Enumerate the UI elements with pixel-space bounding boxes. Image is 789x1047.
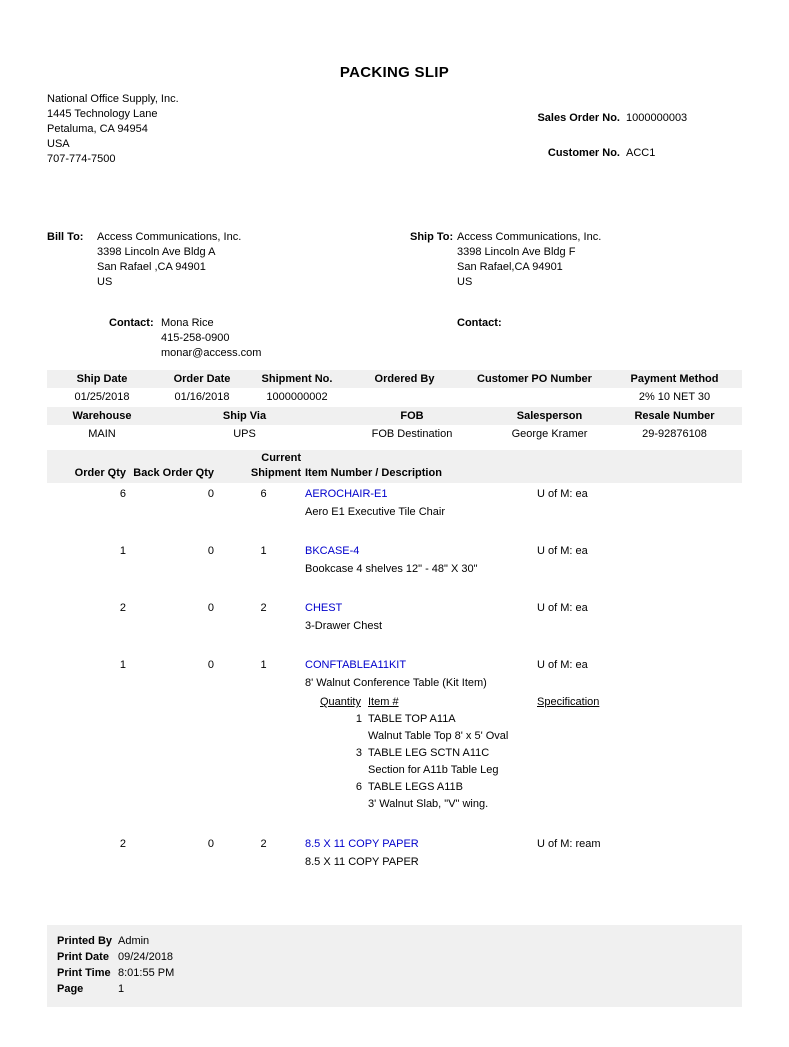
item-description: 8.5 X 11 COPY PAPER: [305, 856, 419, 868]
current-shipment-value: 1: [260, 545, 267, 557]
kit-component-item: TABLE LEGS A11B: [368, 781, 463, 793]
order-date-value: 01/16/2018: [174, 391, 230, 403]
header-order-qty: Order Qty: [74, 467, 126, 479]
customer-number: ACC1: [626, 147, 656, 159]
bill-to-country: US: [97, 276, 113, 288]
current-shipment-value: 2: [260, 602, 267, 614]
back-order-qty-value: 0: [207, 488, 214, 500]
header-customer-po: Customer PO Number: [477, 373, 592, 385]
bill-to-address-line2: San Rafael ,CA 94901: [97, 261, 206, 273]
bill-contact-details: [161, 316, 261, 361]
header-item-description: Item Number / Description: [305, 467, 442, 479]
kit-header-row: [320, 694, 742, 711]
back-order-qty-value: 0: [207, 659, 214, 671]
header-salesperson: Salesperson: [516, 410, 583, 422]
item-description: 3-Drawer Chest: [305, 620, 383, 632]
fob-value: FOB Destination: [371, 428, 453, 440]
table-row: [47, 837, 742, 870]
resale-number-value: 29-92876108: [642, 428, 707, 440]
printed-by-label: Printed By: [57, 935, 113, 947]
current-shipment-value: 1: [260, 659, 267, 671]
customer-number-label: Customer No.: [547, 147, 620, 159]
kit-component-item: TABLE TOP A11A: [368, 713, 456, 725]
unit-of-measure: U of M: ea: [537, 488, 588, 500]
kit-header-item: Item #: [368, 696, 399, 708]
table-row: [47, 544, 742, 577]
payment-method-value: 2% 10 NET 30: [638, 391, 711, 403]
header-shipment: Shipment: [250, 467, 301, 479]
item-number-link[interactable]: 8.5 X 11 COPY PAPER: [305, 838, 419, 850]
current-shipment-value: 6: [260, 488, 267, 500]
table-row: [47, 487, 742, 520]
header-warehouse: Warehouse: [72, 410, 132, 422]
page-label: Page: [57, 983, 84, 995]
company-address-line1: 1445 Technology Lane: [47, 108, 158, 120]
items-table-header: [47, 450, 742, 483]
header-shipment-no: Shipment No.: [261, 373, 333, 385]
kit-header-specification: Specification: [537, 696, 600, 708]
page-title: PACKING SLIP: [339, 64, 450, 81]
kit-components-table: [320, 694, 742, 813]
kit-component-detail: Section for A11b Table Leg: [368, 764, 499, 776]
kit-header-quantity: Quantity: [320, 696, 361, 708]
print-time-label: Print Time: [57, 967, 111, 979]
item-number-link[interactable]: CONFTABLEA11KIT: [305, 659, 407, 671]
logistics-header-row: [47, 407, 742, 425]
order-qty-value: 2: [119, 838, 126, 850]
ship-contact-label: Contact:: [457, 317, 502, 329]
sales-order-number: 1000000003: [626, 112, 688, 124]
sales-order-label: Sales Order No.: [537, 112, 620, 124]
unit-of-measure: U of M: ea: [537, 602, 588, 614]
kit-component-quantity: 3: [355, 747, 362, 759]
ship-to-block: [410, 230, 601, 331]
ship-to-address-line2: San Rafael,CA 94901: [457, 261, 563, 273]
line-items-table: [47, 450, 742, 894]
print-time-row: [57, 965, 732, 981]
item-number-link[interactable]: AEROCHAIR-E1: [305, 488, 388, 500]
company-address-line2: Petaluma, CA 94954: [47, 123, 148, 135]
salesperson-value: George Kramer: [511, 428, 588, 440]
kit-component-detail: Walnut Table Top 8' x 5' Oval: [368, 730, 509, 742]
back-order-qty-value: 0: [207, 545, 214, 557]
header-back-order-qty: Back Order Qty: [133, 467, 214, 479]
bill-to-address: [97, 230, 241, 290]
order-qty-value: 1: [119, 545, 126, 557]
ship-to-name: Access Communications, Inc.: [457, 231, 602, 243]
ship-contact-row: [457, 316, 601, 331]
ship-date-value: 01/25/2018: [74, 391, 130, 403]
item-description: 8' Walnut Conference Table (Kit Item): [305, 677, 487, 689]
kit-component-quantity: 6: [355, 781, 362, 793]
kit-component-row: [320, 779, 742, 813]
item-description: Aero E1 Executive Tile Chair: [305, 506, 446, 518]
customer-number-row: [47, 146, 742, 161]
company-name: National Office Supply, Inc.: [47, 93, 179, 105]
order-detail-tables: [47, 370, 742, 443]
ship-to-label: Ship To:: [410, 231, 454, 243]
item-description: Bookcase 4 shelves 12" - 48" X 30": [305, 563, 478, 575]
printed-by-value: Admin: [118, 935, 150, 947]
back-order-qty-value: 0: [207, 838, 214, 850]
shipment-no-value: 1000000002: [266, 391, 328, 403]
header-current: Current: [261, 452, 301, 464]
warehouse-value: MAIN: [88, 428, 116, 440]
unit-of-measure: U of M: ream: [537, 838, 601, 850]
current-shipment-value: 2: [260, 838, 267, 850]
header-ship-date: Ship Date: [76, 373, 128, 385]
logistics-values-row: [47, 425, 742, 443]
unit-of-measure: U of M: ea: [537, 545, 588, 557]
item-number-link[interactable]: CHEST: [305, 602, 343, 614]
print-info-footer: [47, 925, 742, 1007]
header-ordered-by: Ordered By: [374, 373, 435, 385]
kit-component-item: TABLE LEG SCTN A11C: [368, 747, 490, 759]
shipping-header-row: [47, 370, 742, 388]
kit-component-row: [320, 711, 742, 745]
unit-of-measure: U of M: ea: [537, 659, 588, 671]
header-payment-method: Payment Method: [630, 373, 719, 385]
print-date-row: [57, 949, 732, 965]
company-country: USA: [47, 138, 70, 150]
printed-by-row: [57, 933, 732, 949]
print-date-value: 09/24/2018: [118, 951, 174, 963]
bill-to-block: [47, 230, 261, 361]
header-order-date: Order Date: [173, 373, 231, 385]
bill-contact-name: Mona Rice: [161, 317, 214, 329]
shipping-values-row: [47, 388, 742, 406]
order-info-block: [47, 111, 742, 181]
bill-contact-row: [109, 316, 261, 361]
ship-via-value: UPS: [233, 428, 256, 440]
print-date-label: Print Date: [57, 951, 109, 963]
order-qty-value: 2: [119, 602, 126, 614]
bill-to-address-line1: 3398 Lincoln Ave Bldg A: [97, 246, 216, 258]
page-number-row: [57, 981, 732, 997]
ship-to-address: [457, 230, 601, 290]
kit-component-quantity: 1: [355, 713, 362, 725]
kit-component-detail: 3' Walnut Slab, "V" wing.: [368, 798, 489, 810]
ship-to-country: US: [457, 276, 473, 288]
ship-to-address-line1: 3398 Lincoln Ave Bldg F: [457, 246, 576, 258]
table-row: [47, 601, 742, 634]
company-phone: 707-774-7500: [47, 153, 116, 165]
print-time-value: 8:01:55 PM: [118, 967, 175, 979]
bill-to-label: Bill To:: [47, 231, 84, 243]
bill-contact-email: monar@access.com: [161, 347, 262, 359]
table-row: [47, 658, 742, 813]
bill-contact-label: Contact:: [109, 317, 154, 329]
bill-contact-phone: 415-258-0900: [161, 332, 230, 344]
header-ship-via: Ship Via: [222, 410, 267, 422]
header-fob: FOB: [400, 410, 424, 422]
items-table-body: [47, 487, 742, 870]
page-number-value: 1: [118, 983, 125, 995]
back-order-qty-value: 0: [207, 602, 214, 614]
sales-order-row: [47, 111, 742, 126]
kit-component-row: [320, 745, 742, 779]
header-resale-number: Resale Number: [634, 410, 715, 422]
item-number-link[interactable]: BKCASE-4: [305, 545, 360, 557]
bill-to-name: Access Communications, Inc.: [97, 231, 242, 243]
order-qty-value: 1: [119, 659, 126, 671]
order-qty-value: 6: [119, 488, 126, 500]
